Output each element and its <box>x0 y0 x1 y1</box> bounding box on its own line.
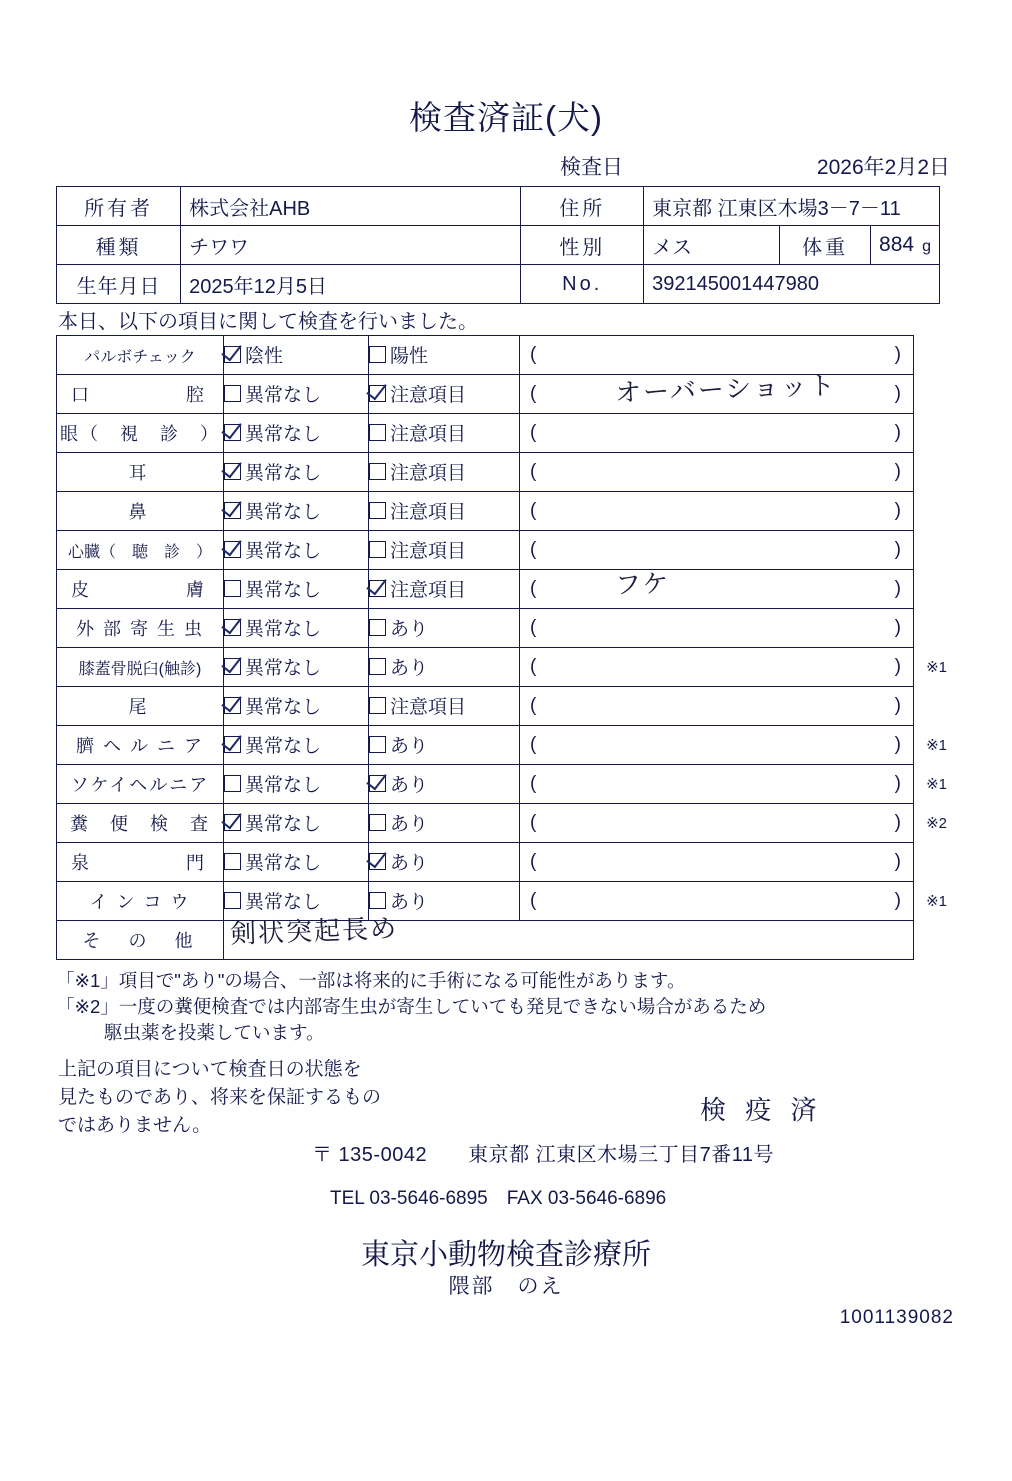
paren-close: ) <box>894 890 901 911</box>
checkbox-label: 異常なし <box>245 619 322 640</box>
other-remarks-field[interactable] <box>224 914 914 960</box>
address-value: 東京都 江東区木場3－7－11 <box>644 187 940 226</box>
footnote-marker: ※1 <box>926 893 947 910</box>
checkbox-option-opt2[interactable] <box>369 531 520 570</box>
checkbox-label: 異常なし <box>245 736 322 757</box>
owner-info-table <box>56 186 940 304</box>
checkbox-label: あり <box>390 892 429 913</box>
paren-open: ( <box>530 461 537 482</box>
paren-close: ) <box>894 422 901 443</box>
paren-open: ( <box>530 773 537 794</box>
sex-value: メス <box>644 226 780 265</box>
checkbox-option-opt2[interactable] <box>369 453 520 492</box>
checkbox-option-opt1[interactable] <box>224 765 369 804</box>
checkbox-label: 異常なし <box>245 697 322 718</box>
weight-label: 体重 <box>780 226 871 265</box>
birthdate-value: 2025年12月5日 <box>181 265 521 304</box>
checkbox-icon[interactable] <box>224 775 241 792</box>
paren-close: ) <box>894 851 901 872</box>
footnote-marker: ※1 <box>926 659 947 676</box>
checked-checkbox-icon[interactable] <box>224 541 241 558</box>
remarks-field[interactable] <box>520 531 914 570</box>
checkbox-option-opt1[interactable] <box>224 609 369 648</box>
checklist-item-label: 膝蓋骨脱臼(触診) <box>57 648 224 687</box>
checked-checkbox-icon[interactable] <box>369 580 386 597</box>
paren-open: ( <box>530 539 537 560</box>
checkbox-label: あり <box>390 814 429 835</box>
exam-date-value: 2026年2月2日 <box>816 156 950 179</box>
checkbox-label: 注意項目 <box>390 502 467 523</box>
checklist-item-label: 心臓（ 聴 診 ） <box>57 531 224 570</box>
remarks-field[interactable] <box>520 570 914 609</box>
checked-checkbox-icon[interactable] <box>224 346 241 363</box>
footnotes <box>56 968 766 1046</box>
checkbox-icon[interactable] <box>369 502 386 519</box>
checkbox-label: 注意項目 <box>390 463 467 484</box>
handwritten-note: フケ <box>614 569 671 601</box>
paren-open: ( <box>530 695 537 716</box>
checkbox-option-opt2[interactable] <box>369 570 520 609</box>
no-value: 392145001447980 <box>644 265 940 304</box>
checkbox-icon[interactable] <box>224 892 241 909</box>
footnote-marker: ※1 <box>926 776 947 793</box>
checkbox-label: 陰性 <box>245 346 284 367</box>
weight-value-cell <box>871 226 940 265</box>
checkbox-label: 異常なし <box>245 775 322 796</box>
checkbox-option-opt1[interactable] <box>224 531 369 570</box>
paren-close: ) <box>894 773 901 794</box>
paren-open: ( <box>530 617 537 638</box>
checklist-row <box>57 570 914 609</box>
checkbox-icon[interactable] <box>369 892 386 909</box>
checkbox-icon[interactable] <box>224 385 241 402</box>
checklist-row <box>57 414 914 453</box>
checkbox-icon[interactable] <box>369 463 386 480</box>
checked-checkbox-icon[interactable] <box>224 697 241 714</box>
checkbox-icon[interactable] <box>369 541 386 558</box>
inspection-checklist-table <box>56 335 947 960</box>
checklist-item-label: 皮 膚 <box>57 570 224 609</box>
checkbox-option-opt1[interactable] <box>224 453 369 492</box>
paren-close: ) <box>894 461 901 482</box>
checkbox-label: 異常なし <box>245 502 322 523</box>
checkbox-label: 異常なし <box>245 580 322 601</box>
checklist-row <box>57 687 914 726</box>
checkbox-option-opt2[interactable] <box>369 843 520 882</box>
checkbox-option-opt2[interactable] <box>369 804 520 843</box>
checkbox-option-opt1[interactable] <box>224 336 369 375</box>
breed-label: 種類 <box>57 226 181 265</box>
checklist-row <box>57 609 914 648</box>
paren-open: ( <box>530 422 537 443</box>
checkbox-option-opt1[interactable] <box>224 726 369 765</box>
remarks-field[interactable] <box>520 726 947 765</box>
checked-checkbox-icon[interactable] <box>224 502 241 519</box>
paren-open: ( <box>530 890 537 911</box>
checkbox-icon[interactable] <box>224 853 241 870</box>
checkbox-option-opt2[interactable] <box>369 765 520 804</box>
paren-open: ( <box>530 851 537 872</box>
checklist-item-label: 外 部 寄 生 虫 <box>57 609 224 648</box>
checkbox-label: 注意項目 <box>390 580 467 601</box>
checklist-row <box>57 492 914 531</box>
checkbox-option-opt2[interactable] <box>369 414 520 453</box>
doctor-name: 隈部 のえ <box>448 1275 564 1298</box>
disclaimer-line-3: ではありません。 <box>58 1115 212 1136</box>
remarks-field[interactable] <box>520 687 914 726</box>
table-row <box>57 187 940 226</box>
checkbox-option-opt2[interactable] <box>369 492 520 531</box>
serial-number: 1001139082 <box>839 1307 954 1328</box>
checkbox-label: あり <box>390 658 429 679</box>
remarks-field[interactable] <box>520 492 914 531</box>
table-row <box>57 265 940 304</box>
checkbox-label: 注意項目 <box>390 697 467 718</box>
checkbox-label: 注意項目 <box>390 541 467 562</box>
weight-unit: g <box>922 238 931 255</box>
paren-close: ) <box>894 617 901 638</box>
checkbox-option-opt2[interactable] <box>369 375 520 414</box>
checklist-row <box>57 765 914 804</box>
no-label: No. <box>521 265 644 304</box>
checklist-item-label: 鼻 <box>57 492 224 531</box>
checkbox-label: あり <box>390 619 429 640</box>
checklist-row <box>57 648 914 687</box>
paren-close: ) <box>894 812 901 833</box>
footnote-marker: ※1 <box>926 737 947 754</box>
address-label: 住所 <box>521 187 644 226</box>
checkbox-label: 注意項目 <box>390 424 467 445</box>
footnote-2: 「※2」一度の糞便検査では内部寄生虫が寄生していても発見できない場合があるため <box>56 996 767 1017</box>
handwritten-note: オーバーショット <box>614 371 838 409</box>
checked-checkbox-icon[interactable] <box>369 385 386 402</box>
paren-open: ( <box>530 734 537 755</box>
checked-checkbox-icon[interactable] <box>224 463 241 480</box>
checked-checkbox-icon[interactable] <box>224 619 241 636</box>
exam-date-label: 検査日 <box>560 156 623 179</box>
checkbox-label: 異常なし <box>245 424 322 445</box>
paren-close: ) <box>894 734 901 755</box>
checklist-item-label: 耳 <box>57 453 224 492</box>
checklist-row <box>57 726 914 765</box>
checkbox-option-opt2[interactable] <box>369 726 520 765</box>
paren-close: ) <box>894 383 901 404</box>
checkbox-icon[interactable] <box>369 619 386 636</box>
remarks-field[interactable] <box>520 882 947 921</box>
table-row <box>57 226 940 265</box>
checkbox-option-opt2[interactable] <box>369 687 520 726</box>
remarks-field[interactable] <box>520 804 947 843</box>
checklist-item-label: ソケイヘルニア <box>57 765 224 804</box>
checkbox-icon[interactable] <box>369 346 386 363</box>
checklist-row <box>57 882 914 921</box>
remarks-field[interactable] <box>520 371 914 414</box>
paren-open: ( <box>530 578 537 599</box>
checkbox-option-opt1[interactable] <box>224 492 369 531</box>
checklist-row <box>57 804 914 843</box>
disclaimer-line-1: 上記の項目について検査日の状態を <box>58 1059 362 1080</box>
weight-value: 884 <box>879 233 915 256</box>
exam-date-row <box>560 152 950 180</box>
remarks-field[interactable] <box>520 414 914 453</box>
paren-close: ) <box>894 695 901 716</box>
handwritten-note: 剣状突起長め <box>229 914 399 950</box>
sex-label: 性別 <box>521 226 644 265</box>
disclaimer <box>58 1056 381 1140</box>
paren-close: ) <box>894 539 901 560</box>
paren-close: ) <box>894 578 901 599</box>
checkbox-option-opt1[interactable] <box>224 375 369 414</box>
checkbox-icon[interactable] <box>369 736 386 753</box>
remarks-field[interactable] <box>520 765 947 804</box>
page-title: 検査済証(犬) <box>409 99 603 136</box>
clinic-name: 東京小動物検査診療所 <box>360 1239 651 1271</box>
checkbox-icon[interactable] <box>369 697 386 714</box>
checklist-row <box>57 375 914 414</box>
checked-checkbox-icon[interactable] <box>224 736 241 753</box>
checklist-item-label: 糞 便 検 査 <box>57 804 224 843</box>
checked-checkbox-icon[interactable] <box>369 775 386 792</box>
checkbox-label: あり <box>390 736 429 757</box>
paren-close: ) <box>894 656 901 677</box>
checklist-item-label: 臍 ヘ ル ニ ア <box>57 726 224 765</box>
breed-value: チワワ <box>181 226 521 265</box>
remarks-field[interactable] <box>520 609 914 648</box>
checkbox-label: 陽性 <box>390 346 429 367</box>
checkbox-label: 注意項目 <box>390 385 467 406</box>
paren-open: ( <box>530 383 537 404</box>
paren-open: ( <box>530 500 537 521</box>
footnote-3: 駆虫薬を投薬しています。 <box>104 1022 325 1043</box>
checkbox-label: 異常なし <box>245 541 322 562</box>
disclaimer-line-2: 見たものであり、将来を保証するもの <box>58 1087 382 1108</box>
other-label: そ の 他 <box>57 921 224 960</box>
clinic-address: 〒 135-0042 東京都 江東区木場三丁目7番11号 <box>312 1144 775 1166</box>
checkbox-icon[interactable] <box>224 580 241 597</box>
checkbox-option-opt1[interactable] <box>224 570 369 609</box>
quarantine-stamp: 検 疫 済 <box>700 1095 823 1125</box>
checkbox-option-opt1[interactable] <box>224 687 369 726</box>
remarks-field[interactable] <box>520 648 947 687</box>
checkbox-option-opt2[interactable] <box>369 648 520 687</box>
checkbox-label: 異常なし <box>245 853 322 874</box>
paren-open: ( <box>530 656 537 677</box>
checkbox-option-opt1[interactable] <box>224 414 369 453</box>
checkbox-label: 異常なし <box>245 658 322 679</box>
checkbox-icon[interactable] <box>369 424 386 441</box>
checked-checkbox-icon[interactable] <box>369 853 386 870</box>
checkbox-label: あり <box>390 853 429 874</box>
checklist-row-other <box>57 921 914 960</box>
intro-text: 本日、以下の項目に関して検査を行いました。 <box>58 311 478 333</box>
checklist-row <box>57 531 914 570</box>
checked-checkbox-icon[interactable] <box>224 424 241 441</box>
owner-label: 所有者 <box>57 187 181 226</box>
remarks-field[interactable] <box>520 843 914 882</box>
checkbox-option-opt2[interactable] <box>369 609 520 648</box>
clinic-telephone: TEL 03-5646-6895 FAX 03-5646-6896 <box>330 1188 667 1209</box>
checked-checkbox-icon[interactable] <box>224 658 241 675</box>
footnote-marker: ※2 <box>926 815 947 832</box>
checklist-item-label: 泉 門 <box>57 843 224 882</box>
checked-checkbox-icon[interactable] <box>224 814 241 831</box>
checkbox-option-opt2[interactable] <box>369 336 520 375</box>
checkbox-option-opt1[interactable] <box>224 648 369 687</box>
paren-close: ) <box>894 500 901 521</box>
footnote-1: 「※1」項目で"あり"の場合、一部は将来的に手術になる可能性があります。 <box>56 970 686 991</box>
remarks-field[interactable] <box>520 453 914 492</box>
paren-open: ( <box>530 812 537 833</box>
checkbox-icon[interactable] <box>369 658 386 675</box>
checkbox-label: 異常なし <box>245 385 322 406</box>
checklist-item-label: 眼（ 視 診 ） <box>57 414 224 453</box>
checkbox-label: 異常なし <box>245 463 322 484</box>
checklist-item-label: 口 腔 <box>57 375 224 414</box>
checkbox-option-opt1[interactable] <box>224 843 369 882</box>
checkbox-label: あり <box>390 775 429 796</box>
checklist-item-label: パルボチェック <box>57 336 224 375</box>
checkbox-label: 異常なし <box>245 892 322 913</box>
checkbox-label: 異常なし <box>245 814 322 835</box>
owner-value: 株式会社AHB <box>181 187 521 226</box>
paren-close: ) <box>894 344 901 365</box>
checklist-item-label: イ ン コ ウ <box>57 882 224 921</box>
birthdate-label: 生年月日 <box>57 265 181 304</box>
checkbox-option-opt1[interactable] <box>224 804 369 843</box>
checklist-item-label: 尾 <box>57 687 224 726</box>
checkbox-icon[interactable] <box>369 814 386 831</box>
checklist-row <box>57 453 914 492</box>
checklist-row <box>57 843 914 882</box>
paren-open: ( <box>530 344 537 365</box>
